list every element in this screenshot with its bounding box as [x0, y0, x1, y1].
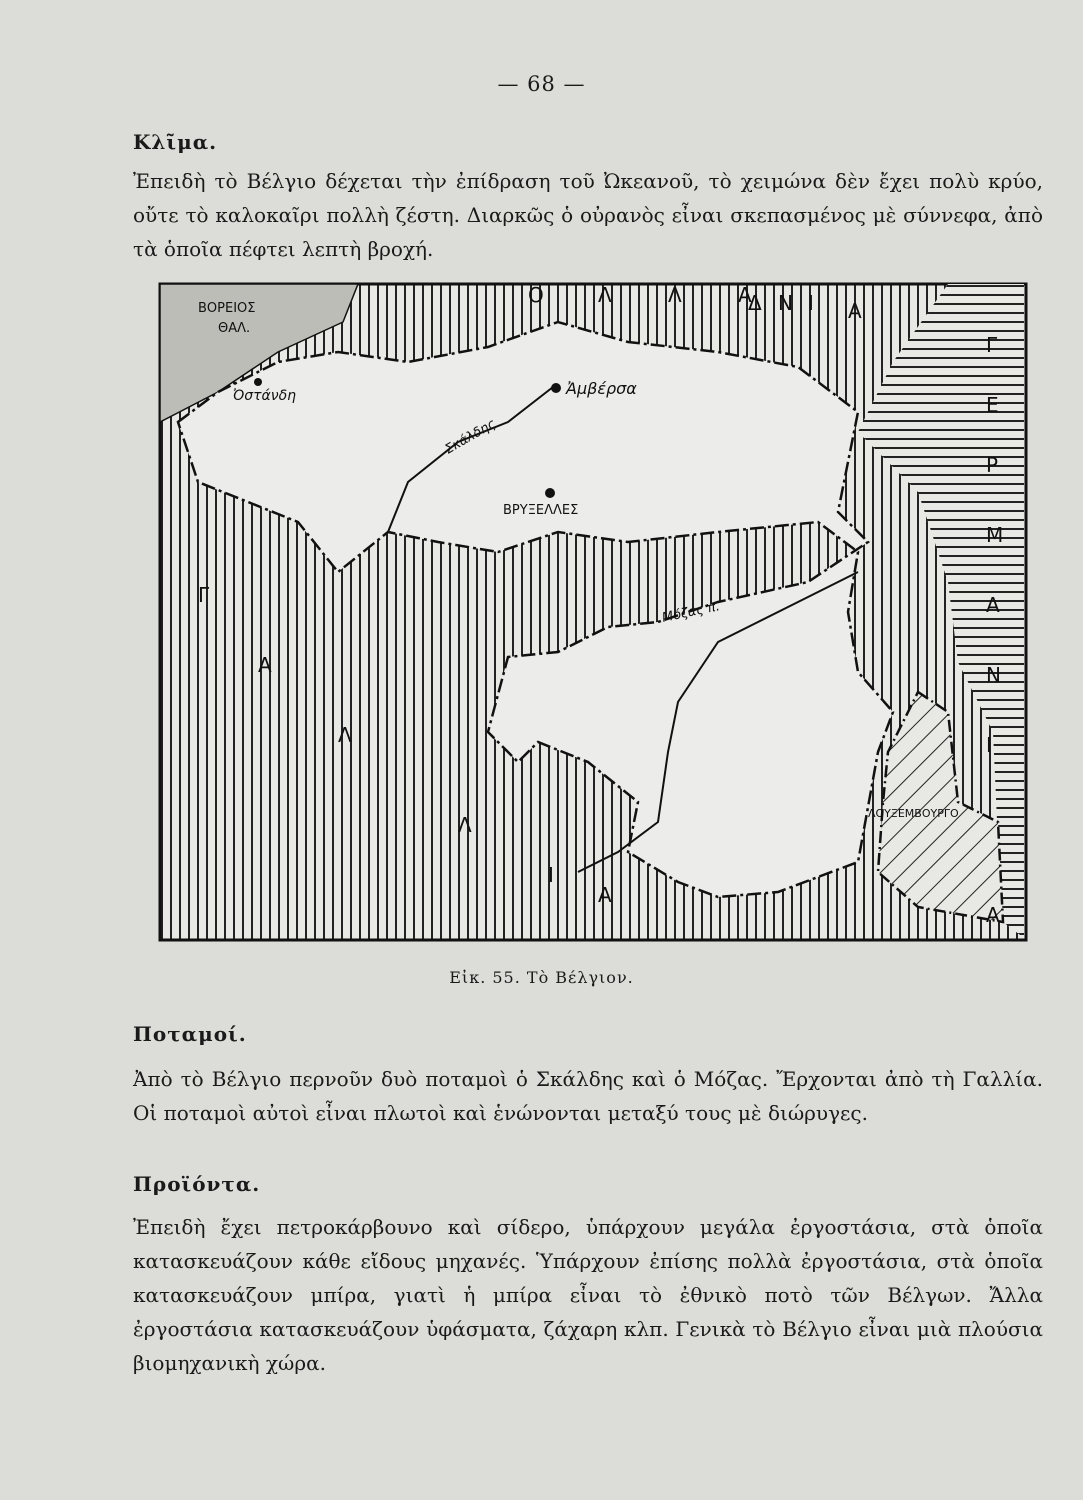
germany-letter: Α [986, 593, 1000, 617]
north-sea-label-2: ΘΑΛ. [218, 321, 251, 336]
figure-caption: Εἰκ. 55. Τὸ Βέλγιον. [449, 968, 634, 987]
rivers-paragraph: Ἀπὸ τὸ Βέλγιο περνοῦν δυὸ ποταμοὶ ὁ Σκάλδης καὶ ὁ Μόζας. Ἔρχονται ἀπὸ τὴ Γαλλία. Οἱ ποταμοὶ αὐτοὶ εἶναι πλωτοὶ καὶ ἑνώνονται μεταξύ τους μὲ διώρυγες. [133, 1067, 1043, 1125]
germany-letter: Γ [986, 333, 998, 357]
netherlands-letter: Α [848, 299, 862, 323]
page-number: — 68 — [497, 72, 586, 96]
netherlands-letter: Α [738, 283, 752, 307]
netherlands-letter: Λ [668, 283, 682, 307]
antwerp-label: Ἀμβέρσα [566, 379, 637, 398]
products-heading: Προϊόντα. [133, 1172, 261, 1196]
north-sea-label: ΒΟΡΕΙΟΣ [198, 301, 256, 316]
netherlands-letter: Δ [748, 291, 762, 315]
france-letter: Α [258, 653, 272, 677]
france-letter: Λ [338, 723, 352, 747]
meuse-label: Μόζας π. [660, 599, 722, 626]
germany-letter: Ν [986, 663, 1001, 687]
germany-letter: Α [986, 903, 1000, 927]
germany-letter: Ε [986, 393, 999, 417]
germany-letter: Ι [986, 733, 992, 757]
climate-paragraph: Ἐπειδὴ τὸ Βέλγιο δέχεται τὴν ἐπίδραση τοῦ Ὠκεανοῦ, τὸ χειμώνα δὲν ἔχει πολὺ κρύο, οὔτε τὸ καλοκαῖρι πολλὴ ζέστη. Διαρκῶς ὁ οὐρανὸς εἶναι σκεπασμένος μὲ σύννεφα, ἀπὸ τὰ ὁποῖα πέφτει λεπτὴ βροχή. [133, 169, 1043, 261]
scheldt-label: Σκάλδης [442, 416, 499, 458]
netherlands-letter: Λ [598, 283, 612, 307]
netherlands-letter: Ι [808, 291, 814, 315]
france-letter: Ι [548, 863, 554, 887]
france-letter: Γ [198, 583, 210, 607]
ostend-marker [254, 378, 262, 386]
france-letter: Λ [458, 813, 472, 837]
rivers-heading: Ποταμοί. [133, 1022, 247, 1046]
luxembourg-label: ΛΟΥΞΕΜΒΟΥΡΓΟ [868, 807, 959, 820]
antwerp-marker [551, 383, 561, 393]
germany-letter: Μ [986, 523, 1004, 547]
belgium-map [158, 282, 1028, 942]
products-paragraph: Ἐπειδὴ ἔχει πετροκάρβουνο καὶ σίδερο, ὑπάρχουν μεγάλα ἐργοστάσια, στὰ ὁποῖα κατασκευάζουν κάθε εἴδους μηχανές. Ὑπάρχουν ἐπίσης πολλὰ ἐργοστάσια, στὰ ὁποῖα κατασκευάζουν μπίρα, γιατὶ ἡ μπίρα εἶναι τὸ ἐθνικὸ ποτὸ τῶν Βέλγων. Ἄλλα ἐργοστάσια κατασκευάζουν ὑφάσματα, ζάχαρη κλπ. Γενικὰ τὸ Βέλγιο εἶναι μιὰ πλούσια βιομηχανικὴ χώρα. [133, 1215, 1043, 1375]
climate-heading: Κλῖμα. [133, 130, 218, 154]
brussels-marker [545, 488, 555, 498]
france-letter: Α [598, 883, 612, 907]
germany-letter: Ρ [986, 453, 999, 477]
netherlands-letter: Ν [778, 291, 793, 315]
netherlands-letter: Ο [528, 283, 544, 307]
ostend-label: Ὀστάνδη [233, 388, 297, 404]
brussels-label: ΒΡΥΞΕΛΛΕΣ [503, 503, 579, 518]
